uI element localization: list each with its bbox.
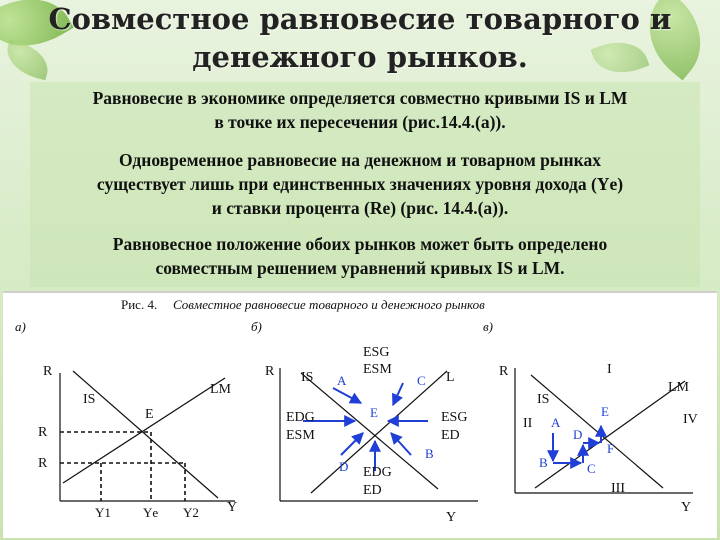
paragraph-line: в точке их пересечения (рис.14.4.(а)). [214, 112, 506, 132]
axis-label-r: R [499, 364, 509, 379]
panel-a [38, 364, 237, 520]
paragraph-line: Равновесное положение обоих рынков может быть определено [112, 234, 608, 254]
paragraph-1 [0, 86, 720, 134]
quadrant-label: I [607, 362, 612, 377]
paragraph-2 [0, 148, 720, 220]
paragraph-line: Одновременное равновесие на денежном и товарном рынках [119, 150, 601, 170]
axis-label-r: R [43, 364, 53, 379]
region-label: ED [363, 483, 382, 498]
axis-label-y: Y [446, 510, 457, 525]
point-label: A [551, 415, 561, 430]
ye-label: Yе [143, 505, 159, 520]
paragraph-line: и ставки процента (Rе) (рис. 14.4.(а)). [211, 198, 509, 218]
is-label: IS [537, 392, 550, 407]
arrow [333, 388, 361, 403]
paragraph-line: совместным решением уравнений кривых IS и LM. [155, 258, 565, 278]
region-label: ESM [286, 428, 315, 443]
slide-title [0, 0, 720, 76]
y1-label: Y1 [95, 505, 111, 520]
point-label: B [425, 446, 434, 461]
quadrant-label: III [611, 481, 625, 496]
point-label: F [607, 441, 615, 456]
region-label: ESG [441, 410, 468, 425]
paragraph-line: Равновесие в экономике определяется совместно кривыми IS и LM [92, 88, 628, 108]
figure-panel [3, 291, 717, 538]
region-label: EDG [363, 465, 392, 480]
region-label: EDG [286, 410, 315, 425]
is-curve [73, 371, 218, 498]
title-line-1: Совместное равновесие товарного и [48, 2, 672, 36]
region-label: ESM [363, 362, 392, 377]
y2-label: Y2 [183, 505, 199, 520]
paragraph-line: существует лишь при единственных значениях уровня дохода (Yе) [96, 174, 624, 194]
figure-svg [3, 293, 717, 538]
point-e-label: E [145, 407, 154, 422]
point-label: E [370, 405, 378, 420]
point-label: D [573, 427, 583, 442]
lm-label: LM [210, 382, 231, 397]
point-label: C [417, 373, 426, 388]
figure-caption-prefix: Рис. 4. [121, 297, 158, 312]
region-label: ESG [363, 345, 390, 360]
is-curve [531, 375, 663, 488]
panel-label-b: б) [251, 319, 262, 334]
is-label: IS [83, 392, 96, 407]
lm-label: LM [668, 380, 689, 395]
paragraph-3 [0, 232, 720, 280]
point-label: C [587, 461, 596, 476]
panel-b [265, 345, 478, 525]
arrow [341, 433, 363, 455]
figure-caption-text: Совместное равновесие товарного и денежного рынков [173, 297, 485, 312]
region-label: ED [441, 428, 460, 443]
arrow [393, 383, 403, 405]
panel-label-a: а) [15, 319, 26, 334]
axis-label-y: Y [227, 500, 238, 515]
point-label: D [339, 459, 349, 474]
is-label: IS [301, 370, 314, 385]
quadrant-label: IV [683, 412, 698, 427]
title-line-2: денежного рынков. [192, 40, 528, 74]
l-label: L [446, 370, 455, 385]
quadrant-label: II [523, 416, 533, 431]
axis-label-r: R [265, 364, 275, 379]
r-tick-label: R [38, 456, 48, 471]
panel-c [499, 362, 698, 515]
point-label: E [601, 404, 609, 419]
axis-label-y: Y [681, 500, 692, 515]
point-label: A [337, 373, 347, 388]
panel-label-c: в) [483, 319, 493, 334]
point-label: B [539, 455, 548, 470]
r-tick-label: R [38, 425, 48, 440]
